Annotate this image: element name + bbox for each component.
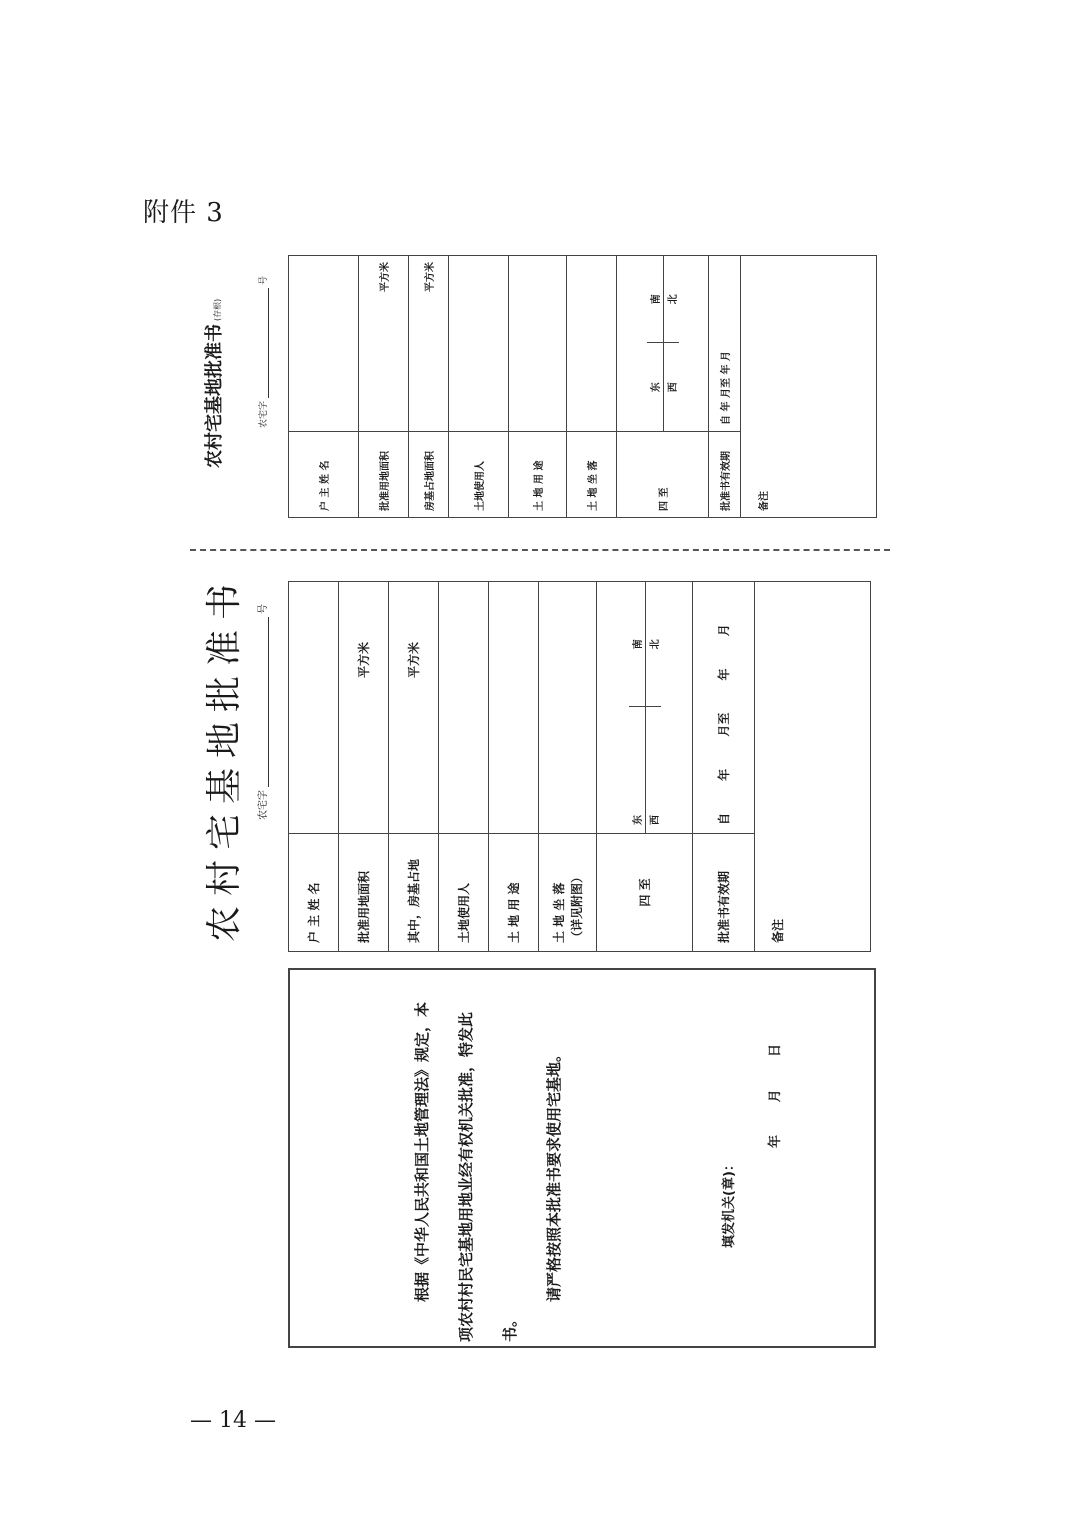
main-north[interactable]: 北 — [645, 582, 661, 708]
main-west[interactable]: 西 — [645, 708, 661, 834]
stub-south[interactable]: 南 — [647, 256, 663, 344]
stub-land-location-value[interactable] — [567, 256, 617, 432]
issuer-label: 填发机关(章)： — [722, 1158, 737, 1248]
stub-house-area-unit[interactable]: 平方米 — [409, 256, 449, 432]
stub-boundaries-grid — [617, 256, 709, 432]
stub-east[interactable]: 东 — [651, 382, 662, 393]
notice-line-3: 书。 — [501, 1311, 519, 1342]
stub-table — [288, 255, 877, 518]
main-land-location-value[interactable] — [539, 582, 597, 834]
main-land-use-value[interactable] — [489, 582, 539, 834]
notice-line-2: 项农村村民宅基地用地业经有权机关批准，特发此 — [457, 1011, 475, 1342]
main-house-area-unit[interactable]: 平方米 — [389, 582, 439, 834]
main-remarks[interactable]: 备注 — [755, 582, 871, 952]
main-number: 农宅字号 — [258, 604, 269, 820]
issue-date: 年 月 日 — [768, 1043, 783, 1148]
stub-land-location-label: 土 地 坐 落 — [567, 432, 617, 518]
stub-number: 农宅字号 — [259, 275, 269, 428]
attachment-label: 附件 3 — [143, 198, 224, 228]
main-south[interactable]: 南 — [629, 582, 645, 708]
stub-land-use-label: 土 地 用 途 — [509, 432, 567, 518]
page-number: — 14 — — [190, 1408, 276, 1433]
stub-boundaries-label: 四 至 — [617, 432, 709, 518]
main-approved-area-unit[interactable]: 平方米 — [339, 582, 389, 834]
main-approved-area-label: 批准用地面积 — [339, 834, 389, 952]
stub-approved-area-label: 批准用地面积 — [359, 432, 409, 518]
notice-line-1: 根据《中华人民共和国土地管理法》规定，本 — [413, 1001, 431, 1302]
main-table — [288, 581, 871, 952]
stub-section — [200, 230, 890, 520]
main-land-user-label: 土地使用人 — [439, 834, 489, 952]
main-title: 农村宅基地批准书 — [204, 573, 245, 942]
stub-approved-area-unit[interactable]: 平方米 — [359, 256, 409, 432]
stub-validity-value[interactable]: 自 年 月至 年 月 — [709, 256, 741, 432]
main-land-user-value[interactable] — [439, 582, 489, 834]
main-validity-label: 批准书有效期 — [693, 834, 755, 952]
stub-north[interactable]: 北 — [663, 256, 679, 344]
main-validity-value[interactable]: 自 年 月至 年 月 — [693, 582, 755, 834]
notice-section — [288, 968, 876, 1348]
notice-line-4: 请严格按照本批准书要求使用宅基地。 — [545, 1046, 563, 1302]
stub-owner-label: 户 主 姓 名 — [289, 432, 359, 518]
stub-validity-label: 批准书有效期 — [709, 432, 741, 518]
main-owner-label: 户 主 姓 名 — [289, 834, 339, 952]
main-land-use-label: 土 地 用 途 — [489, 834, 539, 952]
stub-land-user-label: 土地使用人 — [449, 432, 509, 518]
main-land-location-label: 土 地 坐 落 （详见附图） — [539, 834, 597, 952]
main-boundaries-label: 四 至 — [597, 834, 693, 952]
cut-line — [190, 549, 890, 551]
main-house-area-label: 其中，房基占地 — [389, 834, 439, 952]
stub-land-use-value[interactable] — [509, 256, 567, 432]
stub-remarks[interactable]: 备注 — [741, 256, 877, 518]
stub-house-area-label: 房基占地面积 — [409, 432, 449, 518]
stub-land-user-value[interactable] — [449, 256, 509, 432]
main-east[interactable]: 东 — [633, 815, 644, 825]
stub-owner-value[interactable] — [289, 256, 359, 432]
main-section — [196, 552, 886, 952]
main-boundaries-grid — [597, 582, 693, 834]
stub-west[interactable]: 西 — [663, 344, 679, 432]
stub-title: 农村宅基地批准书(存根) — [204, 298, 225, 468]
main-owner-value[interactable] — [289, 582, 339, 834]
notice-box — [288, 968, 876, 1348]
